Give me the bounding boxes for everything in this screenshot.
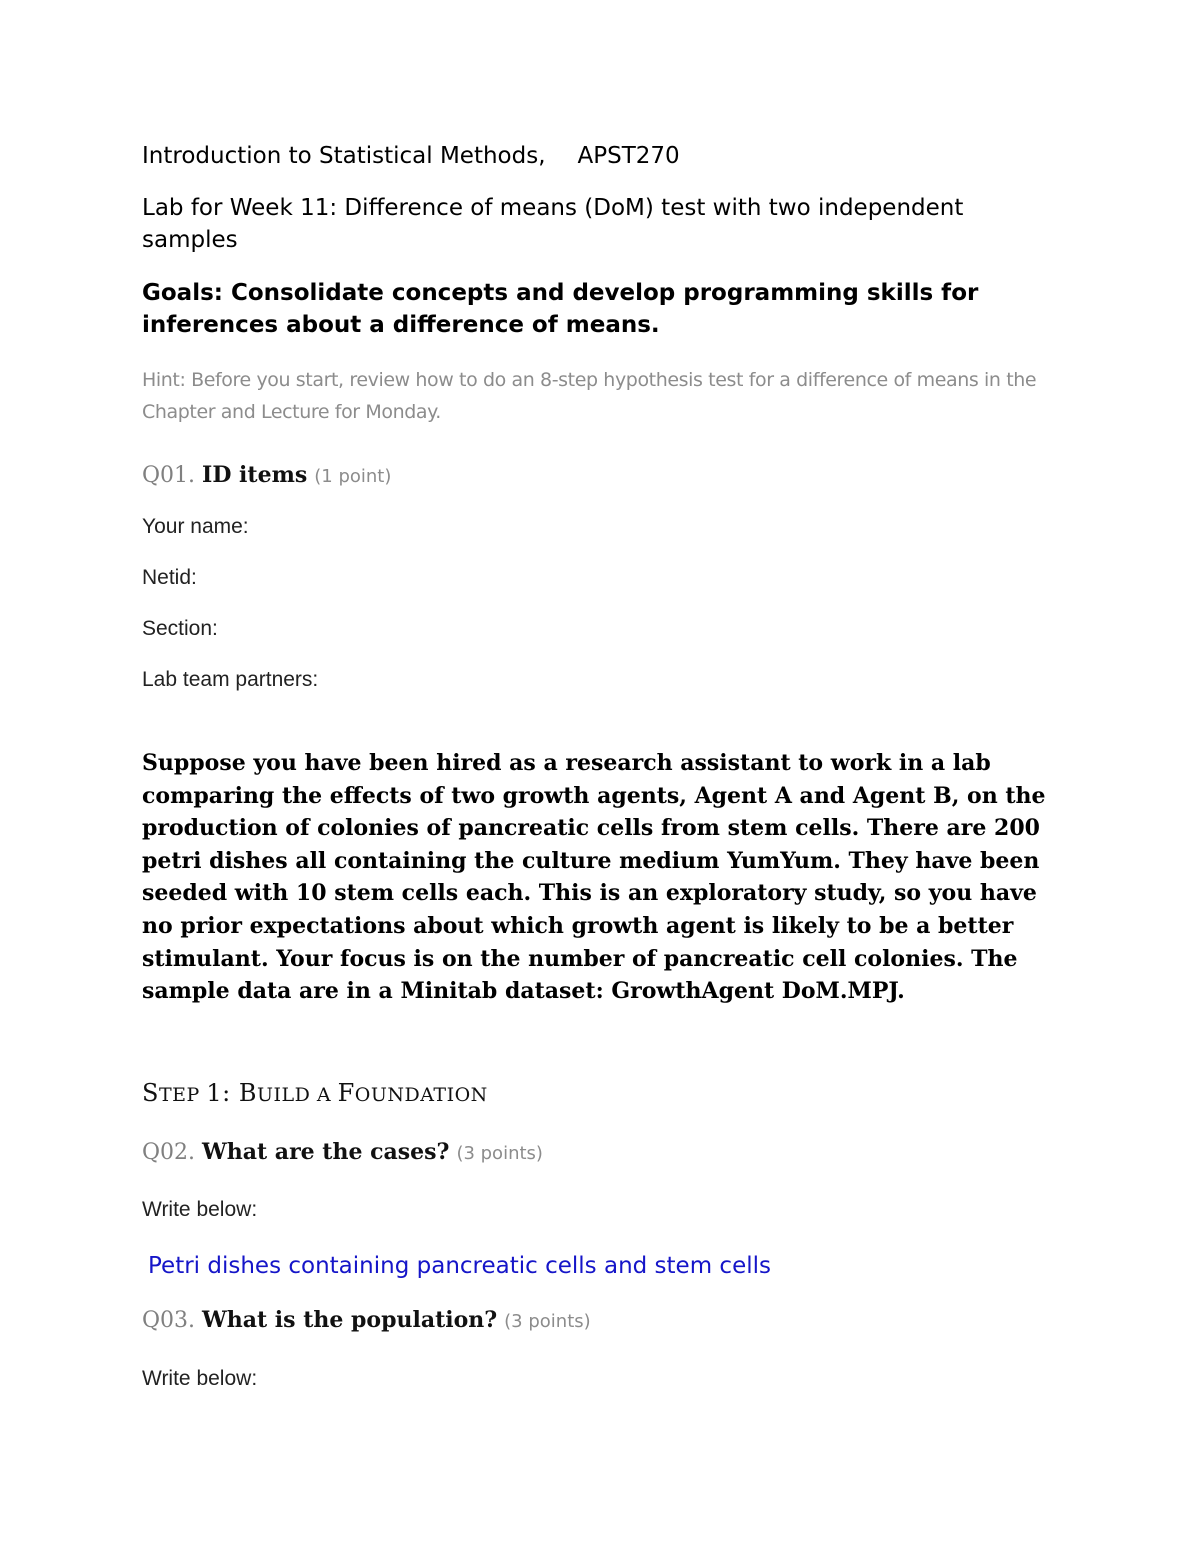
question-points: (3 points) — [504, 1311, 591, 1332]
step-part: S — [142, 1079, 159, 1107]
scenario-paragraph: Suppose you have been hired as a research assistant to work in a lab comparing the effects of two growth agents, Agent A and Agent B, on the production of colonies of pancreatic cells from stem cells. There are 200 petri dishes all containing the culture medium YumYum. They have been seeded with 10 stem cells each. This is an exploratory study, so you have no prior expectations about which growth agent is likely to be a better stimulant. Your focus is on the number of pancreatic cell colonies. The sample data are in a Minitab dataset: GrowthAgent DoM.MPJ. — [142, 750, 1046, 1005]
question-q02 — [142, 1137, 1072, 1169]
lab-title: Lab for Week 11: Difference of means (DoM) test with two independent samples — [142, 195, 964, 253]
question-number: Q03. — [142, 1308, 196, 1333]
step-part: F — [337, 1079, 355, 1107]
step-part: UILD A — [256, 1084, 338, 1106]
lab-goals: Goals: Consolidate concepts and develop programming skills for inferences about a difference of means. — [142, 280, 979, 338]
step-1-heading — [142, 1076, 1072, 1112]
field-section: Section: — [142, 617, 218, 640]
question-title: What is the population? — [202, 1307, 498, 1333]
hint-text: Hint: Before you start, review how to do an 8-step hypothesis test for a difference of means in the Chapter and Lecture for Monday. — [142, 369, 1037, 423]
course-title — [142, 140, 1072, 172]
write-below-prompt: Write below: — [142, 1367, 258, 1390]
step-part: OUNDATION — [354, 1084, 488, 1106]
question-points: (3 points) — [456, 1143, 543, 1164]
question-title: ID items — [202, 462, 308, 488]
question-points: (1 point) — [314, 466, 392, 487]
write-below-prompt: Write below: — [142, 1198, 258, 1221]
step-part: 1: — [206, 1079, 239, 1107]
question-q01 — [142, 460, 1072, 492]
answer-q02: Petri dishes containing pancreatic cells and stem cells — [148, 1253, 771, 1279]
field-lab-team-partners: Lab team partners: — [142, 668, 319, 691]
question-q03 — [142, 1305, 1072, 1337]
question-title: What are the cases? — [202, 1139, 450, 1165]
field-your-name: Your name: — [142, 515, 249, 538]
step-part: TEP — [158, 1084, 207, 1106]
question-number: Q01. — [142, 463, 196, 488]
field-netid: Netid: — [142, 566, 197, 589]
course-name: Introduction to Statistical Methods, — [142, 143, 546, 169]
question-number: Q02. — [142, 1140, 196, 1165]
course-code: APST270 — [577, 143, 680, 169]
step-part: B — [238, 1079, 257, 1107]
